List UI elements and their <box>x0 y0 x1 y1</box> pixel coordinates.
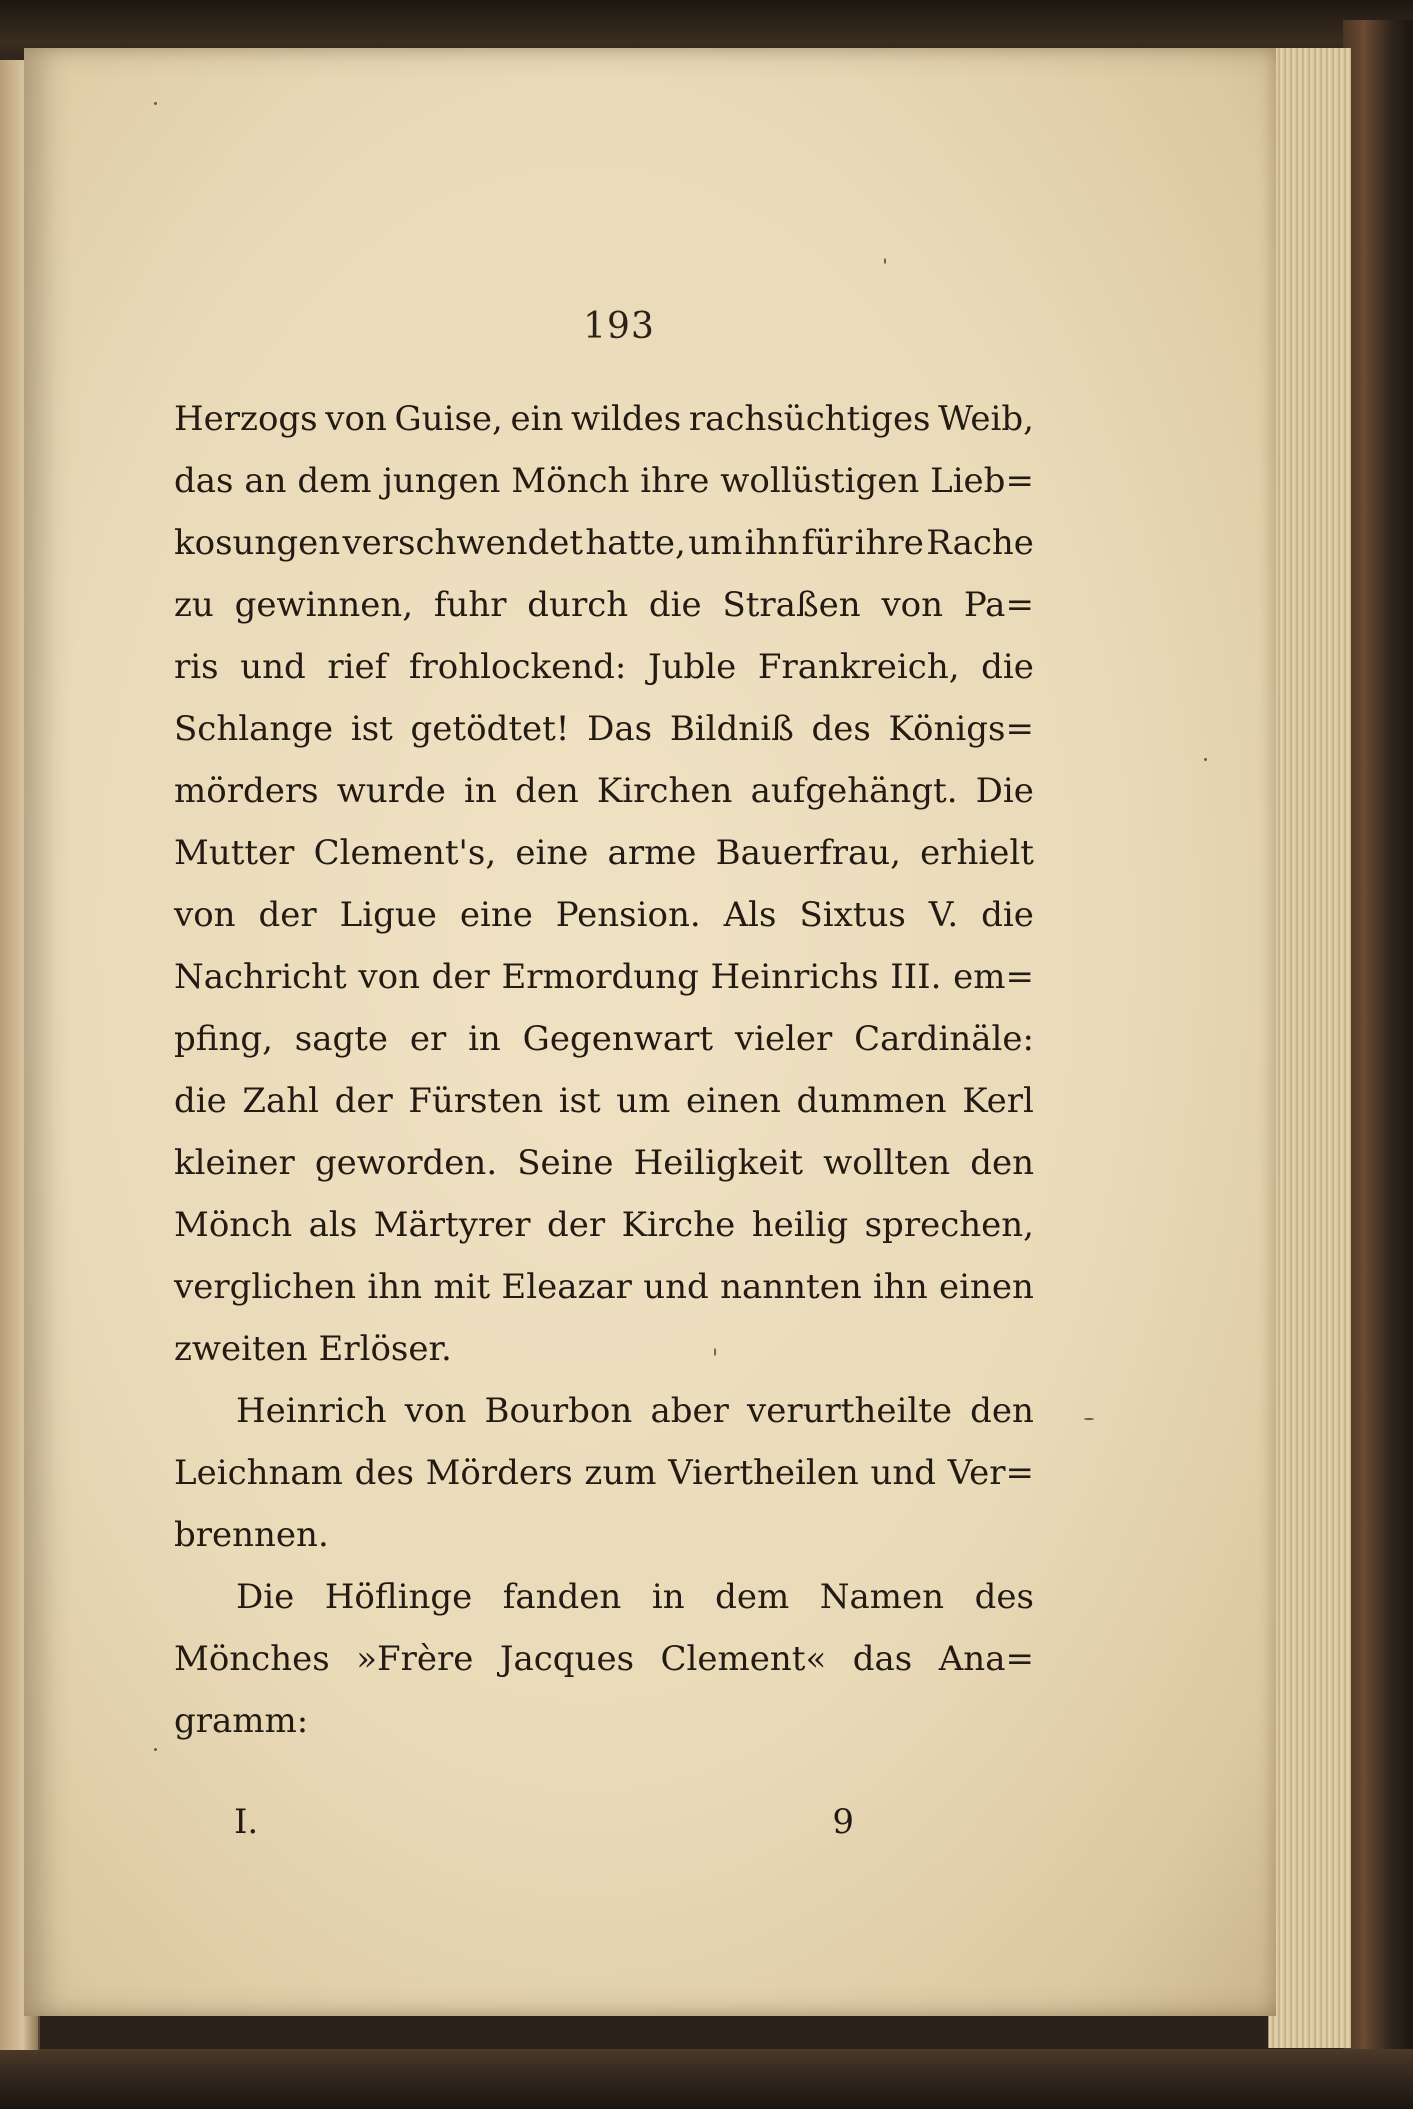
text-line <box>174 884 1034 946</box>
word: um <box>616 1081 671 1121</box>
word: heilig <box>751 1205 849 1245</box>
text-line <box>174 760 1034 822</box>
text-line <box>174 698 1034 760</box>
word: durch <box>527 585 629 625</box>
word: Ermordung <box>501 957 699 997</box>
word: aufgehängt. <box>750 771 958 811</box>
word: Heiligkeit <box>633 1143 804 1183</box>
word: Die <box>236 1577 295 1617</box>
text-line <box>174 1628 1034 1690</box>
word: erhielt <box>920 833 1034 873</box>
word: Sixtus <box>799 895 906 935</box>
text-line <box>174 574 1034 636</box>
word: geworden. <box>314 1143 498 1183</box>
word: als <box>308 1205 358 1245</box>
word: an <box>244 461 287 501</box>
word: Königs= <box>888 709 1034 749</box>
word: Eleazar <box>501 1267 632 1307</box>
word: Pa= <box>963 585 1034 625</box>
word: Märtyrer <box>373 1205 531 1245</box>
word: ihn <box>367 1267 423 1307</box>
word: die <box>174 1081 227 1121</box>
word: der <box>431 957 490 997</box>
book-cover-right-edge <box>1343 20 1413 2100</box>
word: das <box>852 1639 913 1679</box>
word: rachsüchtiges <box>688 399 931 439</box>
text-line <box>174 1256 1034 1318</box>
word: zu <box>174 585 214 625</box>
word: Bourbon <box>484 1391 633 1431</box>
paper-speck <box>154 102 157 105</box>
word: dummen <box>796 1081 947 1121</box>
word: Clement« <box>660 1639 827 1679</box>
word: Namen <box>819 1577 945 1617</box>
word: Das <box>587 709 653 749</box>
word: Straßen <box>722 585 861 625</box>
word: Seine <box>517 1143 614 1183</box>
text-line: gramm: <box>174 1701 309 1741</box>
word: Rache <box>926 523 1034 563</box>
text-line: zweiten Erlöser. <box>174 1329 452 1369</box>
word: fuhr <box>433 585 507 625</box>
word: ist <box>558 1081 601 1121</box>
word: Gegenwart <box>522 1019 714 1059</box>
word: Juble <box>647 647 737 687</box>
word: »Frère <box>356 1639 474 1679</box>
word: eine <box>515 833 589 873</box>
word: Die <box>975 771 1034 811</box>
word: von <box>325 399 387 439</box>
word: kleiner <box>174 1143 295 1183</box>
book-cover-bottom-edge <box>0 2049 1413 2109</box>
word: Höflinge <box>324 1577 473 1617</box>
text-line <box>174 388 1034 450</box>
text-line <box>174 1442 1034 1504</box>
word: wurde <box>336 771 446 811</box>
word: Nachricht <box>174 957 347 997</box>
word: Ver= <box>947 1453 1034 1493</box>
word: Ligue <box>339 895 437 935</box>
paper-speck <box>1204 758 1207 761</box>
word: verschwendet <box>342 523 584 563</box>
word: des <box>354 1453 414 1493</box>
text-line <box>174 636 1034 698</box>
word: kosungen <box>174 523 341 563</box>
word: pfing, <box>174 1019 273 1059</box>
word: arme <box>607 833 697 873</box>
word: in <box>651 1577 685 1617</box>
word: vieler <box>734 1019 833 1059</box>
word: Heinrichs <box>710 957 879 997</box>
word: aber <box>650 1391 729 1431</box>
word: wollüstigen <box>720 461 920 501</box>
word: Zahl <box>242 1081 319 1121</box>
word: in <box>468 1019 501 1059</box>
word: ihre <box>854 523 924 563</box>
word: Guise, <box>394 399 503 439</box>
word: mit <box>433 1267 491 1307</box>
word: Cardinäle: <box>854 1019 1034 1059</box>
word: und <box>643 1267 709 1307</box>
word: Als <box>723 895 777 935</box>
text-line <box>174 822 1034 884</box>
signature-mark: I. <box>234 1802 259 1842</box>
word: ris <box>174 647 219 687</box>
word: Pension. <box>555 895 701 935</box>
word: Mönch <box>174 1205 293 1245</box>
word: getödtet! <box>410 709 570 749</box>
word: Mörders <box>425 1453 573 1493</box>
word: Fürsten <box>408 1081 544 1121</box>
word: fanden <box>502 1577 622 1617</box>
text-line <box>174 1008 1034 1070</box>
word: ein <box>510 399 564 439</box>
page-footer <box>234 1802 854 1852</box>
word: er <box>409 1019 447 1059</box>
word: Bauerfrau, <box>715 833 901 873</box>
text-line <box>174 1566 1034 1628</box>
word: nannten <box>720 1267 862 1307</box>
page-stack-edges <box>1268 48 1351 2048</box>
paper-speck <box>154 1748 157 1751</box>
word: der <box>334 1081 393 1121</box>
word: in <box>464 771 497 811</box>
word: Schlange <box>174 709 334 749</box>
word: des <box>811 709 871 749</box>
text-line <box>174 1132 1034 1194</box>
word: ihre <box>640 461 710 501</box>
word: hatte, <box>585 523 686 563</box>
word: Clement's, <box>313 833 497 873</box>
text-line <box>174 512 1034 574</box>
word: Kerl <box>962 1081 1034 1121</box>
word: von <box>881 585 944 625</box>
word: Kirche <box>621 1205 736 1245</box>
word: und <box>240 647 306 687</box>
word: die <box>981 647 1034 687</box>
word: einen <box>685 1081 781 1121</box>
word: der <box>258 895 317 935</box>
body-text <box>174 388 1034 1752</box>
text-line <box>174 1070 1034 1132</box>
word: Weib, <box>938 399 1034 439</box>
word: jungen <box>382 461 501 501</box>
word: von <box>358 957 420 997</box>
word: für <box>801 523 853 563</box>
word: sprechen, <box>864 1205 1034 1245</box>
word: Kirchen <box>596 771 733 811</box>
word: das <box>174 461 234 501</box>
word: verglichen <box>174 1267 357 1307</box>
word: Mönch <box>511 461 630 501</box>
word: dem <box>297 461 372 501</box>
text-line <box>174 450 1034 512</box>
word: dem <box>715 1577 790 1617</box>
word: ihn <box>744 523 800 563</box>
word: Lieb= <box>930 461 1034 501</box>
word: Leichnam <box>174 1453 343 1493</box>
text-line <box>174 1194 1034 1256</box>
word: den <box>970 1391 1034 1431</box>
word: und <box>870 1453 937 1493</box>
word: wildes <box>571 399 682 439</box>
word: von <box>174 895 236 935</box>
word: der <box>547 1205 606 1245</box>
word: verurtheilte <box>747 1391 952 1431</box>
word: die <box>648 585 702 625</box>
word: Heinrich <box>236 1391 387 1431</box>
word: des <box>974 1577 1034 1617</box>
word: Jacques <box>499 1639 635 1679</box>
word: Herzogs <box>174 399 318 439</box>
word: den <box>970 1143 1034 1183</box>
word: sagte <box>294 1019 389 1059</box>
word: Mönches <box>174 1639 330 1679</box>
word: III. <box>890 957 942 997</box>
word: zum <box>584 1453 657 1493</box>
word: frohlockend: <box>408 647 627 687</box>
page-number: 193 <box>583 306 655 347</box>
word: Bildniß <box>669 709 794 749</box>
word: Viertheilen <box>668 1453 859 1493</box>
text-line <box>174 946 1034 1008</box>
paper-speck <box>884 258 886 264</box>
word: V. <box>928 895 959 935</box>
text-line <box>174 1380 1034 1442</box>
word: rief <box>327 647 388 687</box>
book-page <box>24 48 1276 2016</box>
paper-speck <box>1084 1418 1094 1420</box>
word: den <box>514 771 579 811</box>
sheet-number: 9 <box>832 1802 854 1842</box>
word: eine <box>459 895 533 935</box>
word: um <box>688 523 743 563</box>
word: wollten <box>823 1143 951 1183</box>
word: Ana= <box>938 1639 1034 1679</box>
text-line: brennen. <box>174 1515 329 1555</box>
word: Mutter <box>174 833 295 873</box>
word: einen <box>939 1267 1034 1307</box>
word: mörders <box>174 771 319 811</box>
word: ist <box>350 709 393 749</box>
word: die <box>981 895 1034 935</box>
word: ihn <box>873 1267 928 1307</box>
word: gewinnen, <box>234 585 414 625</box>
word: Frankreich, <box>757 647 960 687</box>
word: em= <box>953 957 1034 997</box>
word: von <box>404 1391 467 1431</box>
